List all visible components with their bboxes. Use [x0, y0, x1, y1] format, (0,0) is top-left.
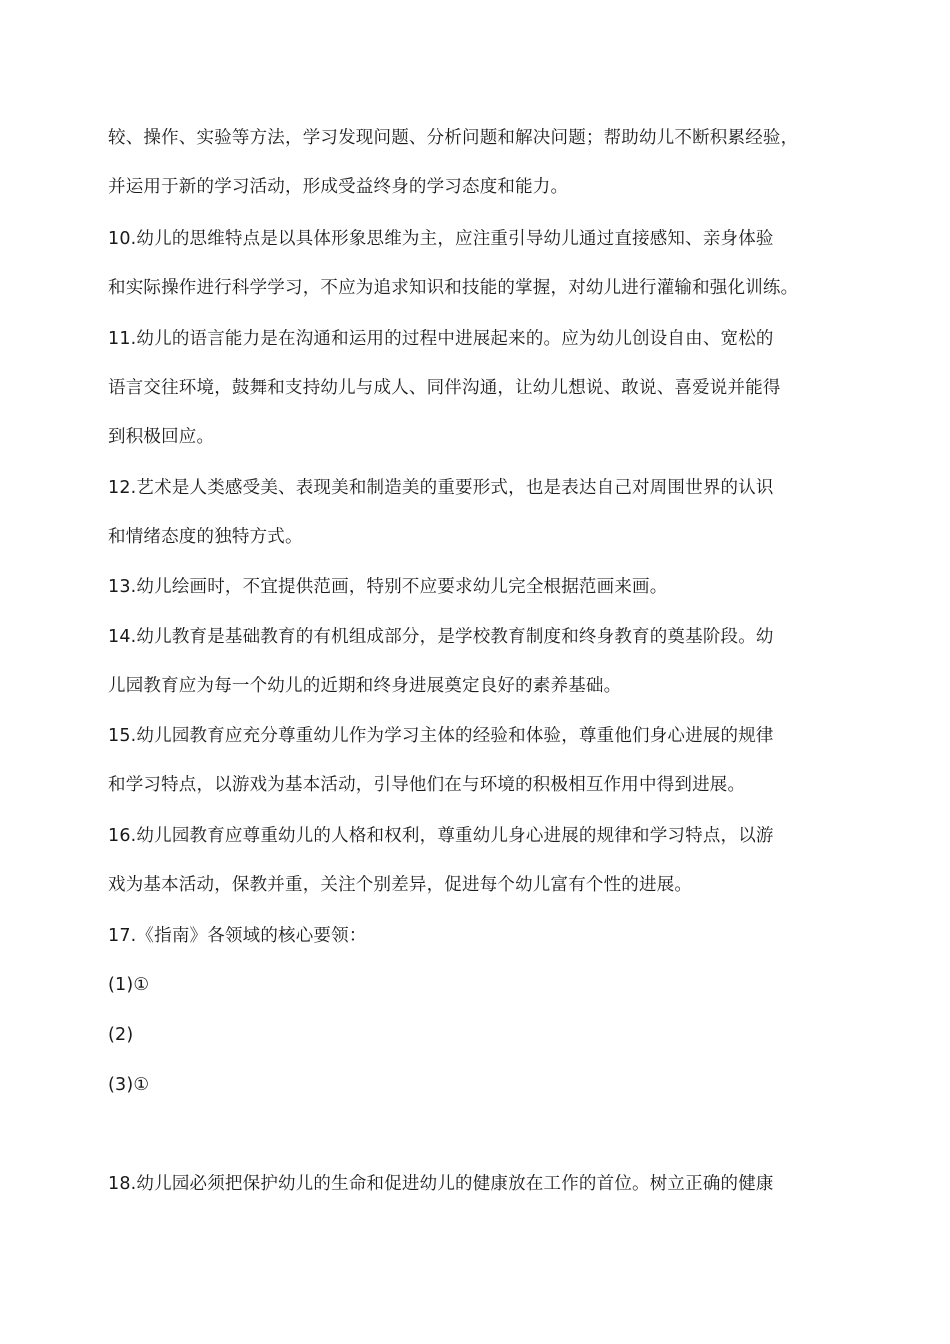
- text-line-21: 18.幼儿园必须把保护幼儿的生命和促进幼儿的健康放在工作的首位。树立正确的健康: [108, 1174, 774, 1194]
- text-line-4: 和实际操作进行科学学习，不应为追求知识和技能的掌握，对幼儿进行灌输和强化训练。: [108, 278, 799, 298]
- text-line-7: 到积极回应。: [108, 427, 215, 447]
- text-line-19: (2): [108, 1025, 134, 1045]
- text-line-1: 较、操作、实验等方法，学习发现问题、分析问题和解决问题；帮助幼儿不断积累经验，: [108, 128, 799, 148]
- text-line-3: 10.幼儿的思维特点是以具体形象思维为主，应注重引导幼儿通过直接感知、亲身体验: [108, 229, 774, 249]
- text-line-10: 13.幼儿绘画时，不宜提供范画，特别不应要求幼儿完全根据范画来画。: [108, 577, 668, 597]
- text-line-8: 12.艺术是人类感受美、表现美和制造美的重要形式，也是表达自己对周围世界的认识: [108, 478, 774, 498]
- text-line-12: 儿园教育应为每一个幼儿的近期和终身进展奠定良好的素养基础。: [108, 676, 622, 696]
- text-line-11: 14.幼儿教育是基础教育的有机组成部分，是学校教育制度和终身教育的奠基阶段。幼: [108, 627, 774, 647]
- text-line-5: 11.幼儿的语言能力是在沟通和运用的过程中进展起来的。应为幼儿创设自由、宽松的: [108, 329, 774, 349]
- text-line-9: 和情绪态度的独特方式。: [108, 527, 303, 547]
- text-line-17: 17.《指南》各领域的核心要领：: [108, 926, 367, 946]
- text-line-16: 戏为基本活动，保教并重，关注个别差异，促进每个幼儿富有个性的进展。: [108, 875, 693, 895]
- text-line-2: 并运用于新的学习活动，形成受益终身的学习态度和能力。: [108, 177, 569, 197]
- text-line-18: (1)①: [108, 975, 150, 995]
- text-line-14: 和学习特点，以游戏为基本活动，引导他们在与环境的积极相互作用中得到进展。: [108, 775, 746, 795]
- text-line-15: 16.幼儿园教育应尊重幼儿的人格和权利，尊重幼儿身心进展的规律和学习特点，以游: [108, 826, 774, 846]
- text-line-6: 语言交往环境，鼓舞和支持幼儿与成人、同伴沟通，让幼儿想说、敢说、喜爱说并能得: [108, 378, 781, 398]
- text-line-13: 15.幼儿园教育应充分尊重幼儿作为学习主体的经验和体验，尊重他们身心进展的规律: [108, 726, 774, 746]
- text-line-20: (3)①: [108, 1075, 150, 1095]
